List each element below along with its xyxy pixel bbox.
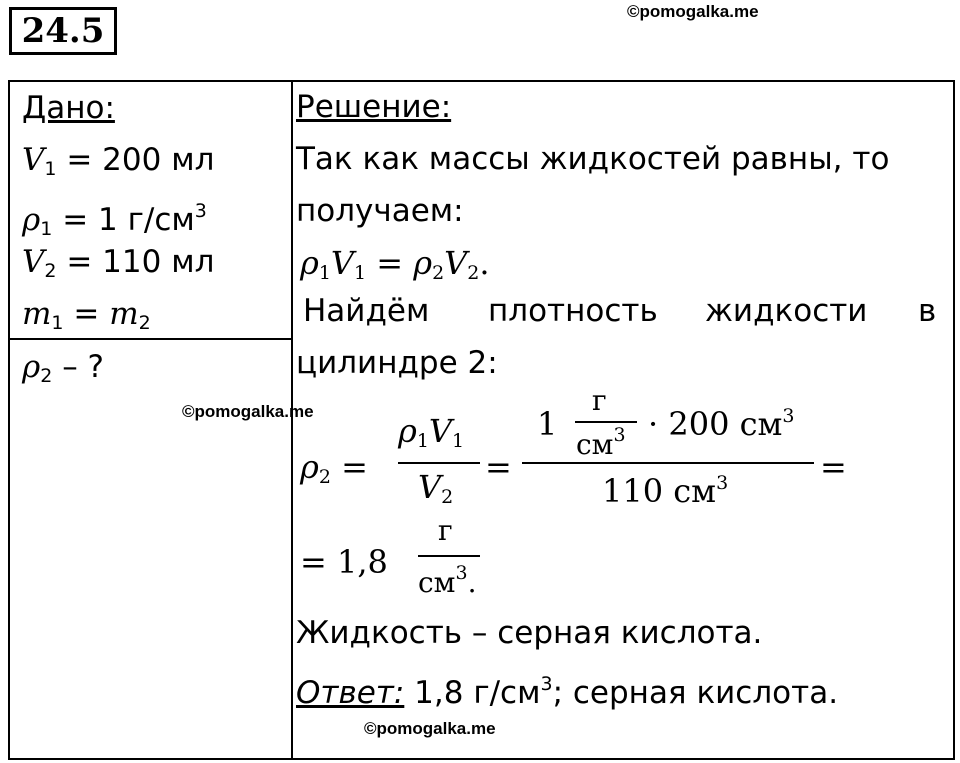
equation-equal-mass: $\rho_1V_1 = \rho_2V_2$. bbox=[300, 244, 490, 284]
formula-num-200: · 200 $см^3$ bbox=[648, 405, 795, 443]
solution-header: Решение: bbox=[296, 89, 452, 125]
fraction-bar-result bbox=[418, 555, 480, 557]
watermark-bottom: ©pomogalka.me bbox=[364, 719, 496, 738]
result-unit-cm3: $см^3$. bbox=[418, 562, 477, 599]
formula-num-rho1v1: $\rho_1V_1$ bbox=[398, 412, 465, 452]
fraction-bar-1 bbox=[398, 462, 480, 464]
formula-unit-cm3: $см^3$ bbox=[576, 424, 626, 461]
formula-den-110: 110 $см^3$ bbox=[602, 472, 729, 510]
solution-text-2: получаем: bbox=[296, 193, 464, 229]
formula-result: = 1,8 bbox=[300, 543, 388, 581]
solution-table bbox=[8, 80, 955, 760]
given-v2: $V_2 = 110$ мл bbox=[22, 244, 215, 282]
formula-num-one: 1 bbox=[537, 405, 558, 443]
find-rho2: $\rho_2$ – ? bbox=[22, 349, 104, 387]
given-header: Дано: bbox=[22, 90, 115, 126]
given-mass-equal: $m_1 = m_2$ bbox=[22, 296, 151, 334]
watermark-middle: ©pomogalka.me bbox=[182, 402, 314, 421]
result-unit-g: г bbox=[438, 514, 453, 547]
formula-unit-g: г bbox=[592, 384, 607, 417]
solution-text-3a: Найдём bbox=[303, 293, 430, 329]
solution-text-1: Так как массы жидкостей равны, то bbox=[296, 141, 890, 177]
formula-equals-2: = bbox=[485, 448, 512, 486]
given-v1: $V_1 = 200$ мл bbox=[22, 142, 215, 180]
formula-rho2-lhs: $\rho_2$ = bbox=[300, 448, 368, 488]
formula-equals-3: = bbox=[820, 448, 847, 486]
fraction-bar-unit bbox=[575, 421, 637, 423]
formula-den-v2: $V_2$ bbox=[418, 468, 454, 508]
solution-text-3b: плотность bbox=[488, 293, 658, 329]
fraction-bar-2 bbox=[522, 462, 814, 464]
problem-number: 24.5 bbox=[9, 7, 117, 55]
solution-answer: Ответ: 1,8 $г/см^3$; серная кислота. bbox=[296, 673, 839, 711]
solution-text-4: цилиндре 2: bbox=[296, 345, 498, 381]
solution-conclusion: Жидкость – серная кислота. bbox=[296, 615, 763, 651]
solution-text-3d: в bbox=[918, 293, 937, 329]
answer-label: Ответ: bbox=[296, 675, 405, 711]
solution-text-3c: жидкости bbox=[705, 293, 868, 329]
given-rho1: $\rho_1 = 1$ $г/см^3$ bbox=[22, 200, 207, 240]
watermark-top: ©pomogalka.me bbox=[627, 2, 759, 21]
